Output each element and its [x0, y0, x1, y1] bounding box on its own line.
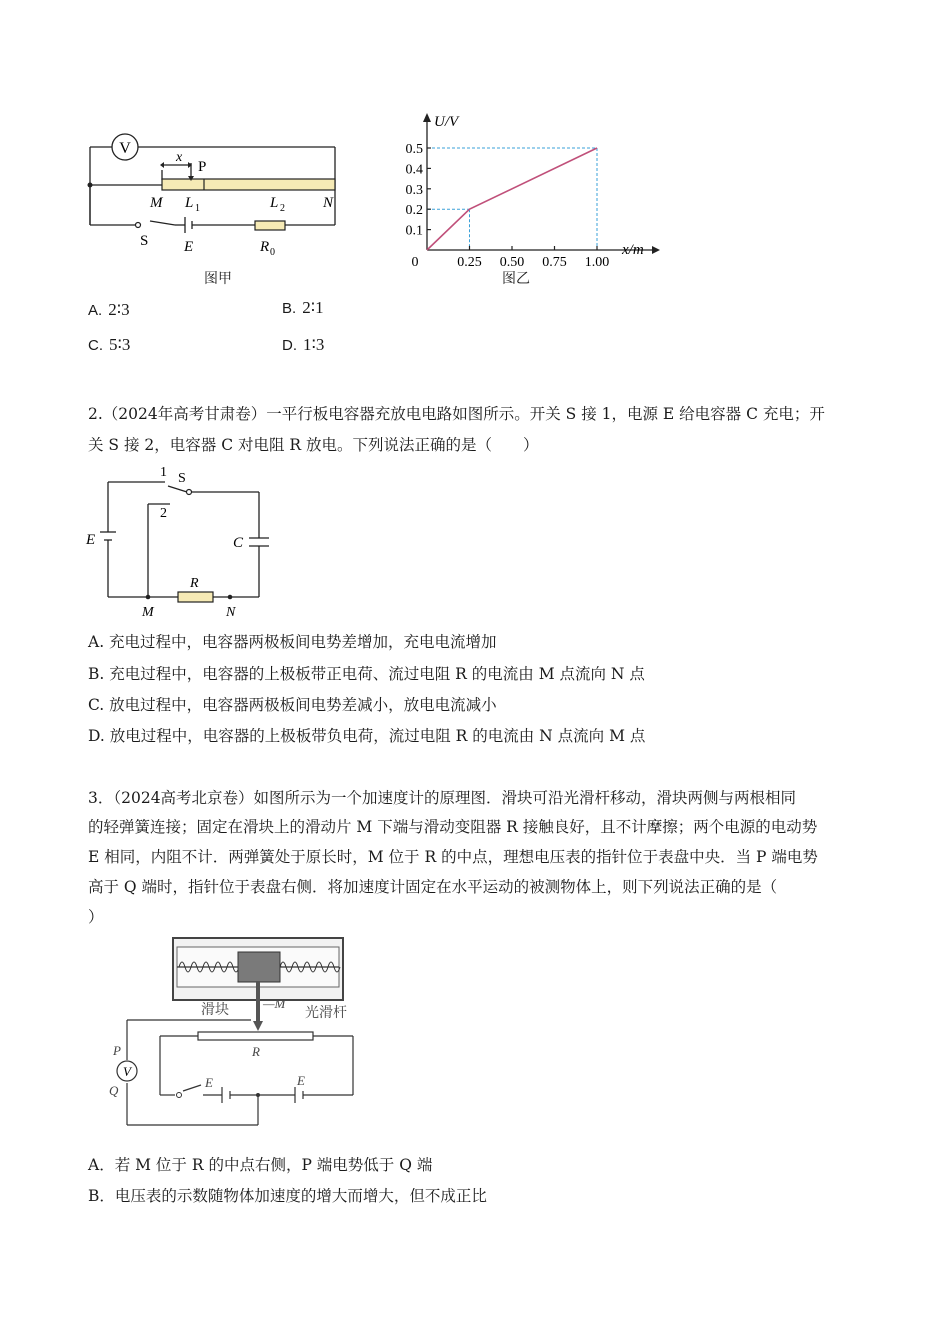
voltmeter-label: V	[123, 1064, 131, 1079]
option-value: 2∶3	[108, 300, 130, 319]
label-M: —M	[263, 996, 286, 1011]
q3-stem-line1: 3．（2024高考北京卷）如图所示为一个加速度计的原理图．滑块可沿光滑杆移动，滑块两侧与两根相同	[88, 789, 797, 807]
label-Q: Q	[109, 1083, 119, 1098]
label-E2: E	[297, 1073, 305, 1088]
label-E1: E	[205, 1075, 213, 1090]
label-N: N	[323, 195, 334, 211]
option-value: 1∶3	[303, 335, 325, 354]
label-1: 1	[160, 465, 167, 480]
label-M: M	[150, 195, 163, 211]
label-E: E	[184, 239, 194, 255]
figure-q3-accelerometer	[105, 935, 360, 1135]
label-R0-sub: 0	[270, 247, 275, 258]
label-C: C	[233, 535, 244, 551]
q3-stem-line4: 高于 Q 端时，指针位于表盘右侧．将加速度计固定在水平运动的被测物体上，则下列说法正确的是（	[88, 878, 778, 896]
option-value: 5∶3	[109, 335, 131, 354]
option-letter: B.	[282, 300, 297, 317]
option-letter: C.	[88, 337, 103, 354]
x-tick-label: 0	[411, 255, 419, 270]
series-line	[427, 148, 597, 250]
figure-jia-circuit	[80, 125, 360, 290]
x-axis-label: x/m	[622, 242, 644, 258]
q3-option-b[interactable]: B．电压表的示数随物体加速度的增大而增大，但不成正比	[88, 1187, 487, 1205]
option-value: 2∶1	[302, 298, 324, 317]
y-tick-label: 0.4	[405, 162, 423, 178]
label-x: x	[176, 150, 183, 165]
label-slider: 滑块	[201, 1002, 229, 1018]
label-L1-sub: 1	[195, 203, 200, 214]
label-E: E	[86, 532, 96, 548]
x-tick-label: 1.00	[584, 255, 610, 270]
label-S: S	[140, 233, 149, 249]
x-tick-label: 0.25	[457, 255, 482, 270]
q1-option-c[interactable]	[88, 335, 130, 355]
y-axis-label: U/V	[434, 114, 459, 130]
label-S: S	[178, 471, 186, 486]
q2-option-a[interactable]: A. 充电过程中，电容器两极板间电势差增加，充电电流增加	[88, 633, 497, 651]
label-L1: L	[185, 195, 194, 211]
voltmeter-label: V	[119, 140, 131, 157]
q2-option-b[interactable]: B. 充电过程中，电容器的上极板带正电荷、流过电阻 R 的电流由 M 点流向 N 点	[88, 665, 645, 683]
label-P: P	[198, 159, 207, 175]
y-tick-label: 0.1	[405, 223, 423, 239]
q3-option-a[interactable]: A．若 M 位于 R 的中点右侧，P 端电势低于 Q 端	[88, 1156, 433, 1174]
label-R: R	[252, 1044, 260, 1059]
caption-yi: 图乙	[502, 271, 530, 287]
x-tick-label: 0.50	[499, 255, 525, 270]
q2-stem-line2: 关 S 接 2，电容器 C 对电阻 R 放电。下列说法正确的是（ ）	[88, 436, 539, 454]
figure-q2-circuit	[80, 462, 280, 622]
y-tick-label: 0.3	[405, 182, 423, 198]
caption-jia: 图甲	[204, 271, 232, 287]
label-2: 2	[160, 506, 167, 521]
q1-option-d[interactable]	[282, 335, 324, 355]
label-R0: R	[260, 239, 270, 255]
label-M: M	[142, 605, 154, 620]
q1-option-b[interactable]	[282, 298, 324, 318]
x-tick-label: 0.75	[542, 255, 567, 270]
label-L2-sub: 2	[280, 203, 285, 214]
label-R: R	[190, 576, 199, 591]
option-letter: A.	[88, 302, 103, 319]
q3-stem-line2: 的轻弹簧连接；固定在滑块上的滑动片 M 下端与滑动变阻器 R 接触良好，且不计摩擦；两个电源的电动势	[88, 818, 818, 836]
y-tick-label: 0.2	[405, 203, 423, 219]
q2-option-d[interactable]: D. 放电过程中，电容器的上极板带负电荷，流过电阻 R 的电流由 N 点流向 M 点	[88, 727, 646, 745]
label-rod: 光滑杆	[305, 1005, 347, 1021]
label-L2: L	[270, 195, 279, 211]
label-N: N	[226, 605, 236, 620]
y-tick-label: 0.5	[405, 142, 423, 157]
option-letter: D.	[282, 337, 297, 354]
q2-stem-line1: 2.（2024年高考甘肃卷）一平行板电容器充放电电路如图所示。开关 S 接 1，电源 E 给电容器 C 充电；开	[88, 405, 825, 423]
label-P: P	[113, 1043, 121, 1058]
figure-yi-chart	[390, 110, 670, 270]
q3-stem-line3: E 相同，内阻不计．两弹簧处于原长时，M 位于 R 的中点，理想电压表的指针位于表盘中央．当 P 端电势	[88, 848, 818, 866]
q2-option-c[interactable]: C. 放电过程中，电容器两极板间电势差减小，放电电流减小	[88, 696, 497, 714]
q3-stem-line5: ）	[88, 908, 104, 926]
q1-option-a[interactable]	[88, 300, 130, 320]
